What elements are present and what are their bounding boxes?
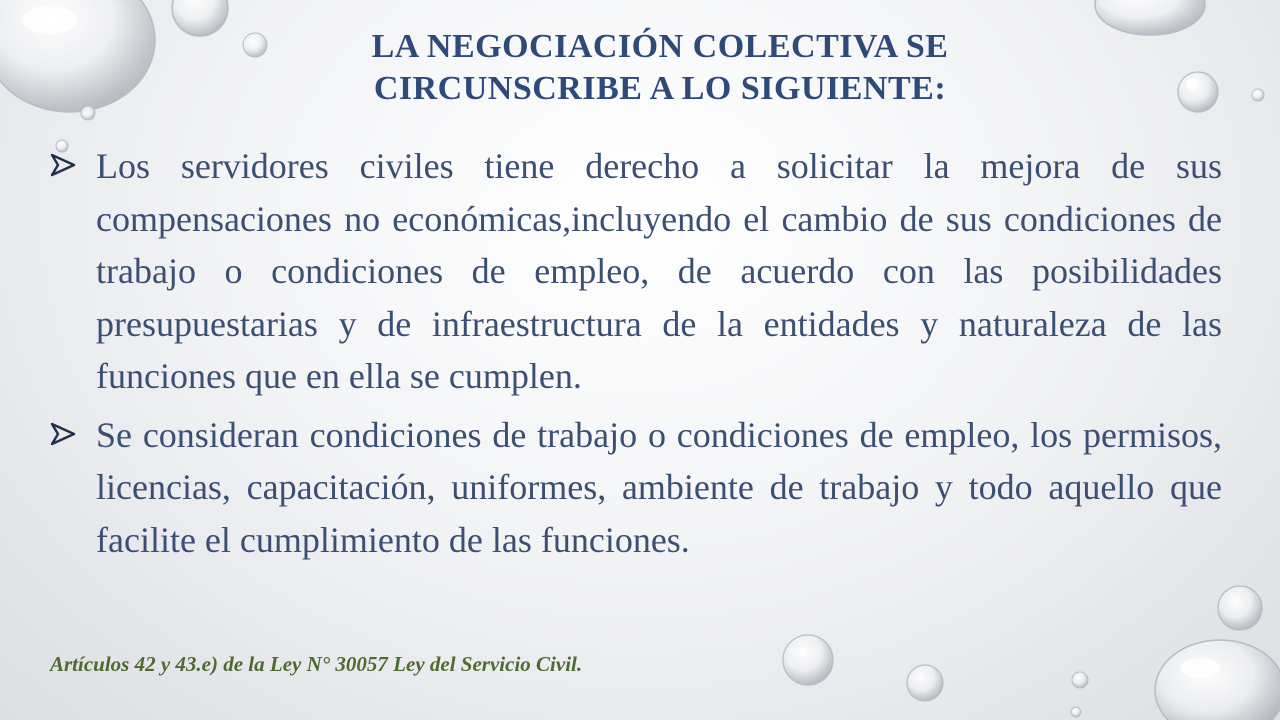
bullet-item — [50, 409, 1222, 567]
water-drop — [1155, 640, 1280, 720]
water-drop — [172, 0, 228, 36]
bullet-list — [50, 140, 1222, 572]
water-drop — [1178, 72, 1218, 112]
arrow-bullet-icon — [50, 422, 76, 446]
water-drop — [1071, 707, 1081, 717]
bullet-text: Se consideran condiciones de trabajo o condiciones de empleo, los permisos, licencias, capacitación, uniformes, ambiente de trabajo y todo aquello que facilite el cumplimiento de las funciones. — [96, 414, 1222, 560]
arrow-bullet-icon — [50, 153, 76, 177]
water-drop — [1072, 672, 1088, 688]
water-drop — [1095, 0, 1205, 35]
footer-citation: Artículos 42 y 43.e) de la Ley N° 30057 Ley del Servicio Civil. — [50, 652, 583, 676]
bullet-text: Los servidores civiles tiene derecho a solicitar la mejora de sus compensaciones no económicas,incluyendo el cambio de sus condiciones de trabajo o condiciones de empleo, de acuerdo con las posibilidades presupuestarias y de infraestructura de la entidades y naturaleza de las funciones que en ella se cumplen. — [96, 146, 1222, 396]
bullet-item — [50, 140, 1222, 403]
water-drop — [81, 106, 95, 120]
water-drop — [1252, 89, 1264, 101]
water-drop — [0, 0, 155, 112]
water-drop — [1218, 586, 1262, 630]
slide-title: LA NEGOCIACIÓN COLECTIVA SE CIRCUNSCRIBE A LO SIGUIENTE: — [371, 28, 949, 107]
